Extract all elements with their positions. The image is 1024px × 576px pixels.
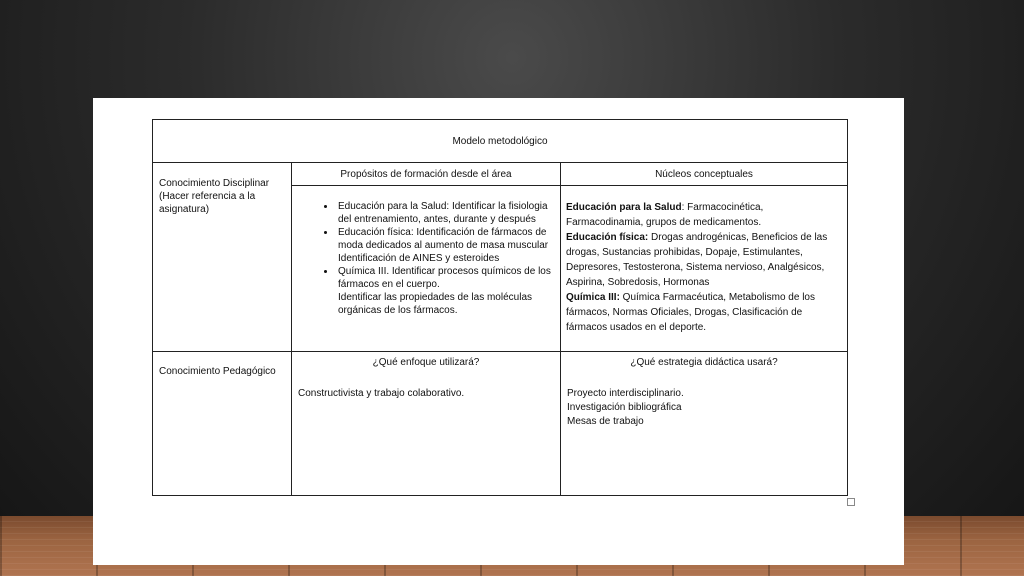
strategy-item: Proyecto interdisciplinario. — [567, 388, 684, 399]
strategy-answer — [561, 373, 847, 429]
concept-paragraph — [566, 290, 841, 335]
strategy-item: Mesas de trabajo — [567, 416, 644, 427]
pedagogical-knowledge-label: Conocimiento Pedagógico — [153, 352, 292, 496]
concept-subject: Educación física: — [566, 232, 649, 243]
table-title: Modelo metodológico — [153, 120, 848, 163]
concept-paragraph — [566, 200, 841, 230]
purposes-cell — [292, 186, 561, 352]
approach-answer: Constructivista y trabajo colaborativo. — [298, 388, 465, 399]
concept-subject: Educación para la Salud — [566, 202, 682, 213]
document-page — [93, 98, 904, 565]
list-item: • Educación física: Identificación de fármacos de moda dedicados al aumento de masa muscular Identificación de AINES y esteroides — [336, 226, 556, 265]
strategy-item: Investigación bibliográfica — [567, 402, 682, 413]
list-item: • Educación para la Salud: Identificar la fisiologia del entrenamiento, antes, durante y después — [336, 200, 556, 226]
approach-question: ¿Qué enfoque utilizará? — [372, 357, 480, 368]
strategy-question: ¿Qué estrategia didáctica usará? — [630, 357, 778, 368]
list-item — [336, 265, 556, 317]
label-line: Conocimiento Disciplinar — [159, 178, 270, 189]
label-line: asignatura) — [159, 204, 210, 215]
methodology-table — [152, 119, 848, 496]
concepts-cell — [561, 186, 848, 352]
strategy-cell — [561, 352, 848, 496]
list-item-text: Química III. Identificar procesos químicos de los fármacos en el cuerpo. — [338, 266, 551, 290]
disciplinary-knowledge-label — [153, 163, 292, 352]
label-line: (Hacer referencia a la — [159, 191, 256, 202]
purposes-list — [300, 200, 556, 317]
concept-text: : Farmacocinética, Farmacodinamia, grupos de medicamentos. — [566, 202, 764, 228]
list-item-extra: Identificar las propiedades de las moléculas orgánicas de los fármacos. — [338, 292, 532, 316]
concept-subject: Química III: — [566, 292, 620, 303]
purposes-header: Propósitos de formación desde el área — [292, 163, 561, 186]
concepts-header: Núcleos conceptuales — [561, 163, 848, 186]
approach-cell — [292, 352, 561, 496]
concept-paragraph — [566, 230, 841, 290]
concept-text: Química Farmacéutica, Metabolismo de los fármacos, Normas Oficiales, Drogas, Clasificación de fármacos usados en el deporte. — [566, 292, 815, 333]
table-resize-handle[interactable] — [847, 498, 855, 506]
concept-text: Drogas androgénicas, Beneficios de las drogas, Sustancias prohibidas, Dopaje, Estimulantes, Depresores, Testosterona, Sistema nervioso, Analgésicos, Aspirina, Sobredosis, Hormonas — [566, 232, 828, 288]
